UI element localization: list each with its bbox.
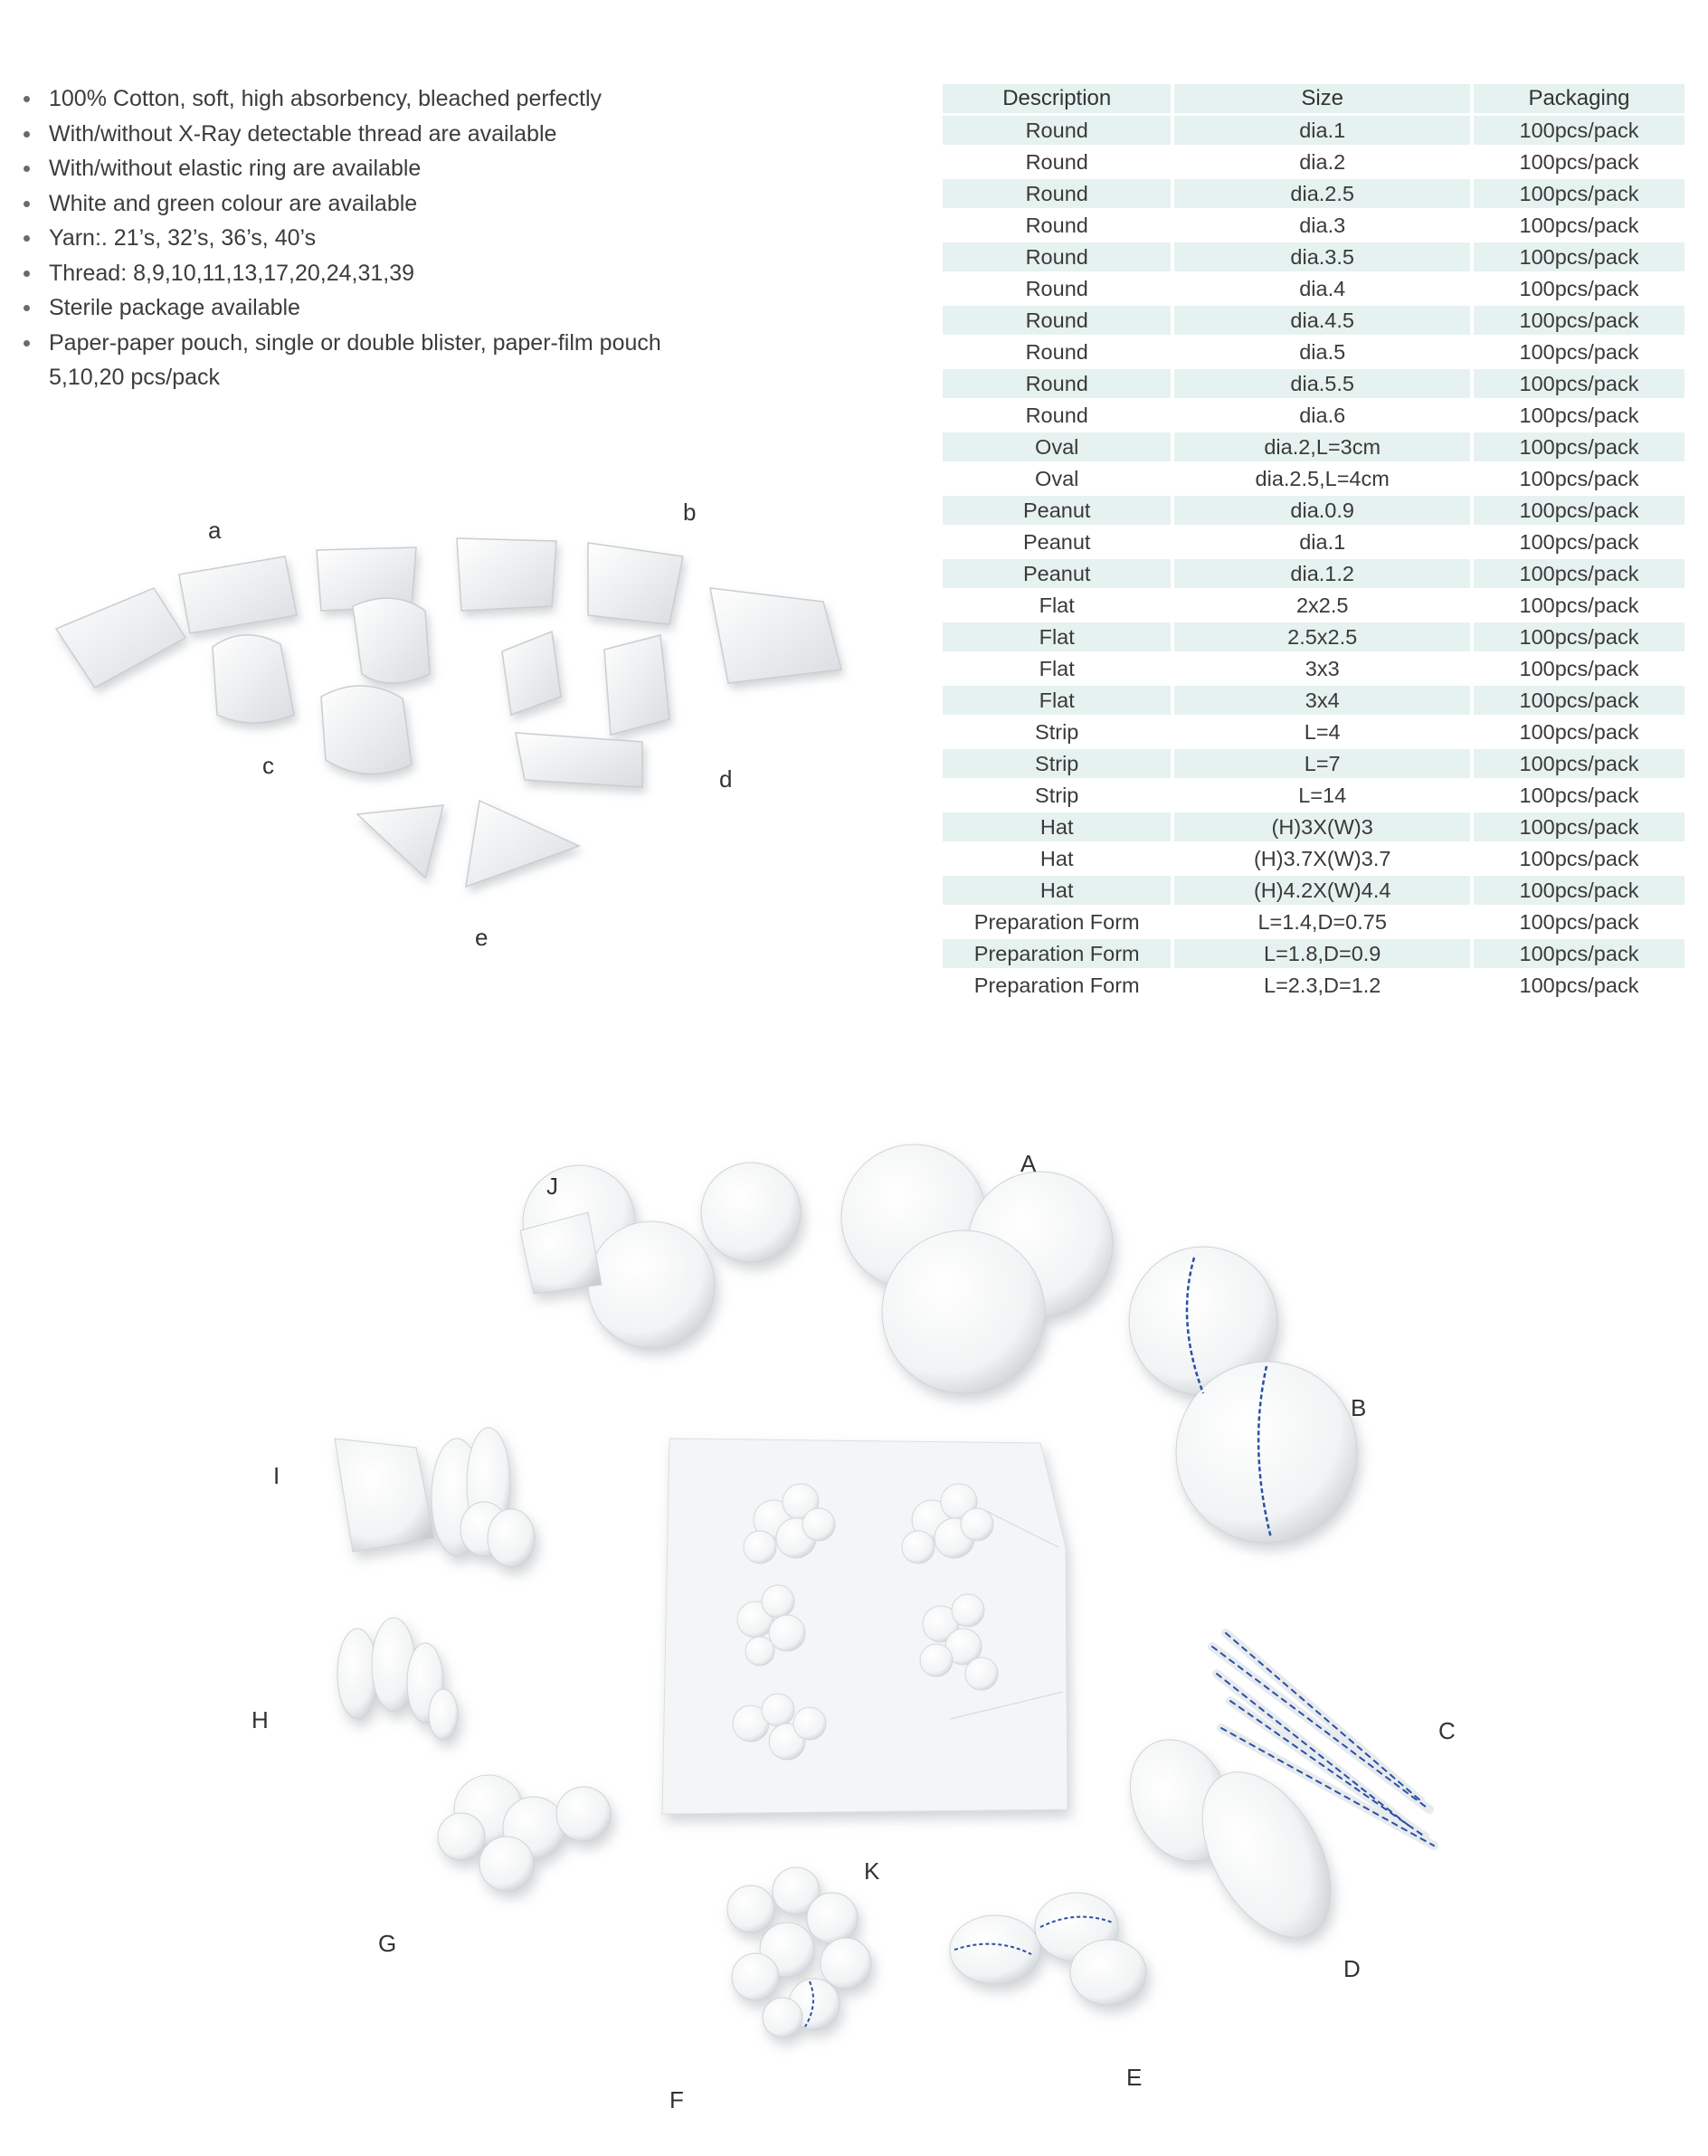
cell-packaging: 100pcs/pack xyxy=(1474,717,1684,746)
gauze-group-g xyxy=(438,1775,611,1891)
photo-label-B: B xyxy=(1351,1394,1367,1421)
photo-label-I: I xyxy=(273,1462,280,1489)
table-row xyxy=(943,147,1684,176)
cell-size: 3x4 xyxy=(1174,686,1470,715)
table-row xyxy=(943,306,1684,335)
cell-packaging: 100pcs/pack xyxy=(1474,527,1684,556)
feature-item: Thread: 8,9,10,11,13,17,20,24,31,39 xyxy=(20,256,671,291)
cell-description: Preparation Form xyxy=(943,971,1171,1000)
triangle-gauze xyxy=(357,805,443,878)
feature-item: Yarn:. 21’s, 32’s, 36’s, 40’s xyxy=(20,221,671,256)
photo-label-J: J xyxy=(546,1173,558,1200)
table-row xyxy=(943,464,1684,493)
photo-label-D: D xyxy=(1343,1955,1361,1982)
photo-label-F: F xyxy=(669,2086,684,2113)
feature-item: With/without X-Ray detectable thread are available xyxy=(20,117,671,152)
cell-packaging: 100pcs/pack xyxy=(1474,116,1684,145)
cell-description: Oval xyxy=(943,432,1171,461)
hat-gauze xyxy=(353,598,430,683)
cell-description: Hat xyxy=(943,876,1171,905)
cell-size: L=7 xyxy=(1174,749,1470,778)
cell-description: Round xyxy=(943,337,1171,366)
feature-item: With/without elastic ring are available xyxy=(20,151,671,186)
bullet-icon xyxy=(24,131,30,138)
table-row xyxy=(943,496,1684,525)
cell-size: 2x2.5 xyxy=(1174,591,1470,620)
cell-size: 3x3 xyxy=(1174,654,1470,683)
table-row xyxy=(943,591,1684,620)
cell-description: Round xyxy=(943,116,1171,145)
table-row xyxy=(943,876,1684,905)
strip-gauze xyxy=(516,733,642,787)
gauze-shapes-photo xyxy=(45,489,859,977)
table-row xyxy=(943,971,1684,1000)
cell-packaging: 100pcs/pack xyxy=(1474,781,1684,810)
cell-packaging: 100pcs/pack xyxy=(1474,907,1684,936)
strip-gauze xyxy=(604,635,669,735)
cell-size: dia.5.5 xyxy=(1174,369,1470,398)
cell-size: dia.2.5 xyxy=(1174,179,1470,208)
cell-packaging: 100pcs/pack xyxy=(1474,654,1684,683)
strip-gauze xyxy=(502,632,561,715)
cell-size: dia.3 xyxy=(1174,211,1470,240)
cell-packaging: 100pcs/pack xyxy=(1474,274,1684,303)
gauze-group-f xyxy=(727,1867,871,2037)
cell-description: Preparation Form xyxy=(943,939,1171,968)
cell-size: dia.1 xyxy=(1174,116,1470,145)
cell-size: dia.4 xyxy=(1174,274,1470,303)
cell-packaging: 100pcs/pack xyxy=(1474,844,1684,873)
bullet-icon xyxy=(24,96,30,102)
table-row xyxy=(943,527,1684,556)
gauze-group-e xyxy=(950,1893,1146,2005)
photo-label-c: c xyxy=(262,752,274,779)
cell-description: Peanut xyxy=(943,559,1171,588)
photo-label-G: G xyxy=(378,1930,397,1957)
table-row xyxy=(943,242,1684,271)
table-row xyxy=(943,274,1684,303)
preparation-form-board xyxy=(662,1439,1068,1814)
cell-packaging: 100pcs/pack xyxy=(1474,369,1684,398)
table-header-row xyxy=(943,84,1684,113)
cell-packaging: 100pcs/pack xyxy=(1474,812,1684,841)
cell-packaging: 100pcs/pack xyxy=(1474,306,1684,335)
table-row xyxy=(943,717,1684,746)
flat-gauze-pad xyxy=(56,588,185,688)
cell-description: Strip xyxy=(943,717,1171,746)
cell-size: (H)3.7X(W)3.7 xyxy=(1174,844,1470,873)
cell-description: Round xyxy=(943,401,1171,430)
cell-packaging: 100pcs/pack xyxy=(1474,147,1684,176)
table-row xyxy=(943,781,1684,810)
photo-label-b: b xyxy=(683,499,697,526)
cell-description: Round xyxy=(943,274,1171,303)
feature-list xyxy=(20,81,671,395)
cell-size: dia.4.5 xyxy=(1174,306,1470,335)
cell-packaging: 100pcs/pack xyxy=(1474,559,1684,588)
table-row xyxy=(943,622,1684,651)
table-body xyxy=(943,116,1684,1000)
table-row xyxy=(943,812,1684,841)
cell-size: L=1.4,D=0.75 xyxy=(1174,907,1470,936)
cell-packaging: 100pcs/pack xyxy=(1474,876,1684,905)
cell-description: Peanut xyxy=(943,527,1171,556)
xray-gauze-balls xyxy=(1129,1247,1357,1543)
table-row xyxy=(943,654,1684,683)
cell-description: Strip xyxy=(943,749,1171,778)
cell-description: Strip xyxy=(943,781,1171,810)
specification-table xyxy=(939,81,1688,1002)
flat-gauze-pad xyxy=(457,538,556,611)
column-header-packaging: Packaging xyxy=(1474,84,1684,113)
cell-packaging: 100pcs/pack xyxy=(1474,622,1684,651)
photo-label-E: E xyxy=(1126,2064,1143,2091)
cell-packaging: 100pcs/pack xyxy=(1474,242,1684,271)
triangle-gauze xyxy=(466,801,579,887)
gauze-balls-group-j xyxy=(520,1163,801,1348)
column-header-description: Description xyxy=(943,84,1171,113)
feature-item: 100% Cotton, soft, high absorbency, bleached perfectly xyxy=(20,81,671,117)
cell-size: L=2.3,D=1.2 xyxy=(1174,971,1470,1000)
cell-size: dia.1.2 xyxy=(1174,559,1470,588)
cell-size: 2.5x2.5 xyxy=(1174,622,1470,651)
cell-description: Round xyxy=(943,211,1171,240)
table-row xyxy=(943,432,1684,461)
gauze-balls-photo xyxy=(0,1140,1708,2135)
cell-description: Round xyxy=(943,179,1171,208)
cell-size: dia.2 xyxy=(1174,147,1470,176)
table-row xyxy=(943,907,1684,936)
photo-label-A: A xyxy=(1020,1150,1037,1177)
round-gauze-balls xyxy=(841,1144,1113,1393)
bullet-icon xyxy=(24,271,30,277)
cell-packaging: 100pcs/pack xyxy=(1474,686,1684,715)
bullet-icon xyxy=(24,201,30,207)
cell-description: Flat xyxy=(943,654,1171,683)
cell-packaging: 100pcs/pack xyxy=(1474,749,1684,778)
flat-gauze-pad xyxy=(588,543,683,624)
photo-label-a: a xyxy=(208,517,222,544)
bullet-icon xyxy=(24,235,30,242)
feature-item: Paper-paper pouch, single or double blister, paper-film pouch 5,10,20 pcs/pack xyxy=(20,326,673,395)
photo-label-e: e xyxy=(475,924,489,951)
cell-packaging: 100pcs/pack xyxy=(1474,401,1684,430)
cell-size: dia.2,L=3cm xyxy=(1174,432,1470,461)
cell-description: Flat xyxy=(943,622,1171,651)
column-header-size: Size xyxy=(1174,84,1470,113)
cell-description: Round xyxy=(943,147,1171,176)
cell-size: (H)4.2X(W)4.4 xyxy=(1174,876,1470,905)
table-row xyxy=(943,369,1684,398)
feature-item: White and green colour are available xyxy=(20,186,671,222)
table-row xyxy=(943,939,1684,968)
cell-packaging: 100pcs/pack xyxy=(1474,432,1684,461)
cell-description: Flat xyxy=(943,686,1171,715)
cell-packaging: 100pcs/pack xyxy=(1474,496,1684,525)
photo-label-d: d xyxy=(719,765,733,793)
cell-packaging: 100pcs/pack xyxy=(1474,939,1684,968)
cell-description: Round xyxy=(943,369,1171,398)
flat-gauze-pad xyxy=(710,588,841,683)
gauze-group-h xyxy=(337,1618,458,1740)
cell-size: dia.1 xyxy=(1174,527,1470,556)
cell-packaging: 100pcs/pack xyxy=(1474,591,1684,620)
cell-size: dia.5 xyxy=(1174,337,1470,366)
feature-item: Sterile package available xyxy=(20,290,671,326)
bullet-icon xyxy=(24,166,30,172)
cell-size: (H)3X(W)3 xyxy=(1174,812,1470,841)
flat-gauze-pad xyxy=(179,556,297,633)
cell-packaging: 100pcs/pack xyxy=(1474,464,1684,493)
cell-description: Flat xyxy=(943,591,1171,620)
bullet-icon xyxy=(24,305,30,311)
table-row xyxy=(943,686,1684,715)
cell-size: dia.0.9 xyxy=(1174,496,1470,525)
photo-label-H: H xyxy=(251,1706,269,1733)
cell-packaging: 100pcs/pack xyxy=(1474,211,1684,240)
cell-description: Hat xyxy=(943,844,1171,873)
hat-gauze xyxy=(213,635,294,723)
cell-description: Round xyxy=(943,242,1171,271)
cell-description: Round xyxy=(943,306,1171,335)
table-row xyxy=(943,559,1684,588)
table-row xyxy=(943,211,1684,240)
cell-description: Preparation Form xyxy=(943,907,1171,936)
bullet-icon xyxy=(24,340,30,347)
cell-packaging: 100pcs/pack xyxy=(1474,971,1684,1000)
hat-gauze xyxy=(321,686,412,774)
cell-description: Peanut xyxy=(943,496,1171,525)
photo-label-K: K xyxy=(864,1857,880,1885)
cell-packaging: 100pcs/pack xyxy=(1474,337,1684,366)
table-row xyxy=(943,337,1684,366)
cell-size: dia.3.5 xyxy=(1174,242,1470,271)
cell-size: dia.2.5,L=4cm xyxy=(1174,464,1470,493)
table-row xyxy=(943,749,1684,778)
cell-size: L=4 xyxy=(1174,717,1470,746)
photo-label-C: C xyxy=(1438,1717,1456,1744)
table-row xyxy=(943,116,1684,145)
cell-packaging: 100pcs/pack xyxy=(1474,179,1684,208)
cell-size: L=1.8,D=0.9 xyxy=(1174,939,1470,968)
cell-description: Hat xyxy=(943,812,1171,841)
cell-size: dia.6 xyxy=(1174,401,1470,430)
table-row xyxy=(943,844,1684,873)
table-row xyxy=(943,179,1684,208)
cell-size: L=14 xyxy=(1174,781,1470,810)
table-row xyxy=(943,401,1684,430)
cell-description: Oval xyxy=(943,464,1171,493)
gauze-group-i xyxy=(335,1428,535,1567)
